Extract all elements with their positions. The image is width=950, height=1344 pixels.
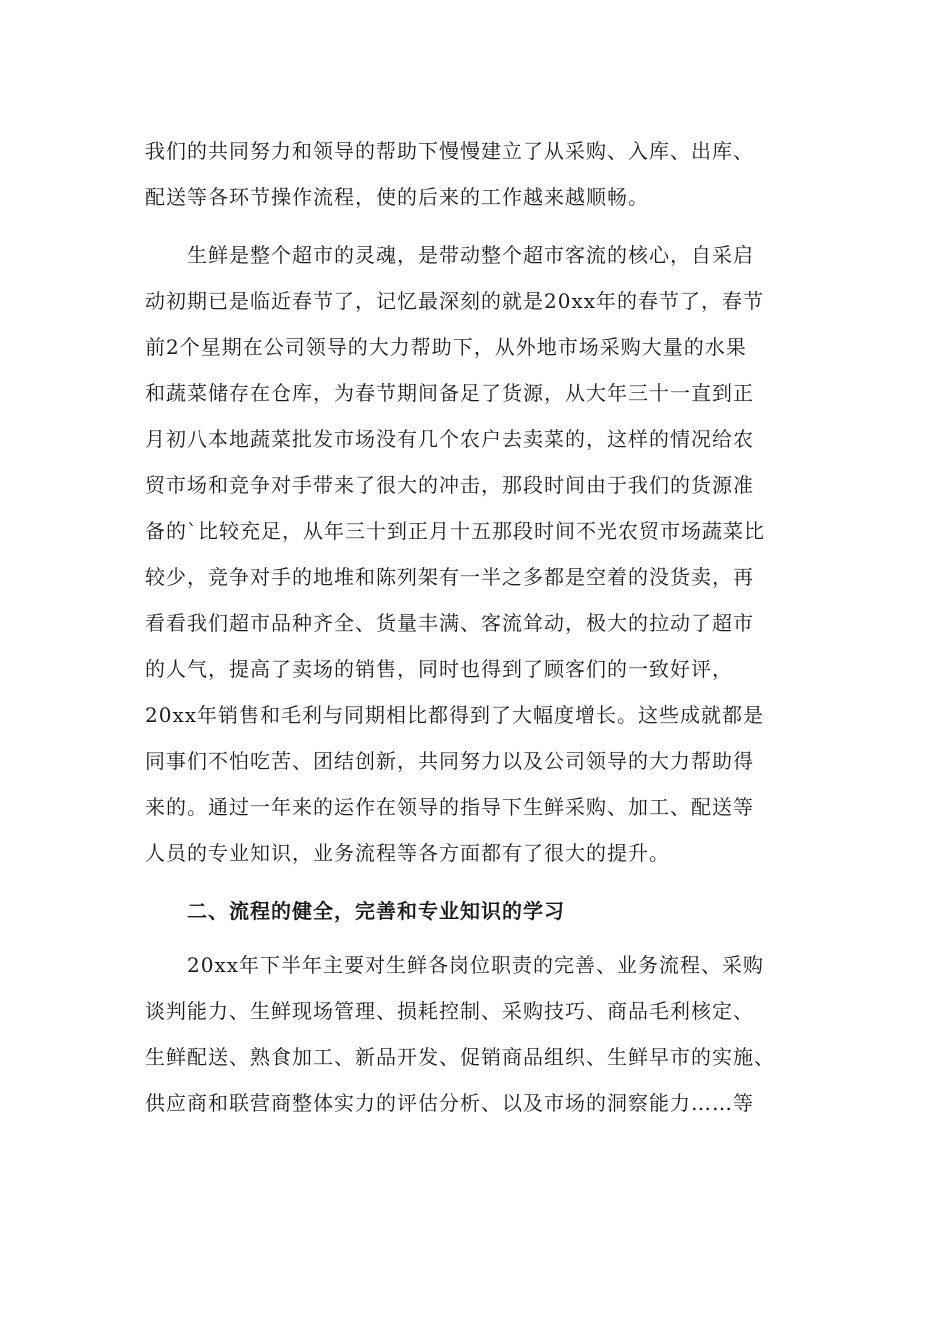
text-line: 看看我们超市品种齐全、货量丰满、客流耸动，极大的拉动了超市 <box>145 611 754 635</box>
text-line: 前2个星期在公司领导的大力帮助下，从外地市场采购大量的水果 <box>145 335 747 359</box>
text-line: 动初期已是临近春节了，记忆最深刻的就是20xx年的春节了，春节 <box>145 289 765 313</box>
text-line: 配送等各环节操作流程，使的后来的工作越来越顺畅。 <box>145 185 649 209</box>
text-line: 较少，竞争对手的地堆和陈列架有一半之多都是空着的没货卖，再 <box>145 565 754 589</box>
text-line: 和蔬菜储存在仓库，为春节期间备足了货源，从大年三十一直到正 <box>145 381 754 405</box>
paragraph-fresh-produce <box>145 232 805 876</box>
text-line: 我们的共同努力和领导的帮助下慢慢建立了从采购、入库、出库、 <box>145 139 754 163</box>
text-line: 备的`比较充足，从年三十到正月十五那段时间不光农贸市场蔬菜比 <box>145 519 765 543</box>
text-line: 生鲜配送、熟食加工、新品开发、促销商品组织、生鲜早市的实施、 <box>145 1045 775 1069</box>
paragraph-continuation <box>145 128 805 220</box>
text-line: 20xx年销售和毛利与同期相比都得到了大幅度增长。这些成就都是 <box>145 703 765 727</box>
document-body <box>145 128 805 1126</box>
text-line: 20xx年下半年主要对生鲜各岗位职责的完善、业务流程、采购 <box>187 953 765 977</box>
text-line: 来的。通过一年来的运作在领导的指导下生鲜采购、加工、配送等 <box>145 795 754 819</box>
text-line: 贸市场和竞争对手带来了很大的冲击，那段时间由于我们的货源准 <box>145 473 754 497</box>
text-line: 人员的专业知识，业务流程等各方面都有了很大的提升。 <box>145 841 670 865</box>
text-line: 生鲜是整个超市的灵魂，是带动整个超市客流的核心，自采启 <box>187 243 754 267</box>
text-line: 同事们不怕吃苦、团结创新，共同努力以及公司领导的大力帮助得 <box>145 749 754 773</box>
text-line: 供应商和联营商整体实力的评估分析、以及市场的洞察能力……等 <box>145 1091 754 1115</box>
text-line: 月初八本地蔬菜批发市场没有几个农户去卖菜的，这样的情况给农 <box>145 427 754 451</box>
section-heading: 二、流程的健全，完善和专业知识的学习 <box>187 899 565 923</box>
text-line: 的人气，提高了卖场的销售，同时也得到了顾客们的一致好评， <box>145 657 733 681</box>
paragraph-process-learning <box>145 942 805 1126</box>
text-line: 谈判能力、生鲜现场管理、损耗控制、采购技巧、商品毛利核定、 <box>145 999 754 1023</box>
